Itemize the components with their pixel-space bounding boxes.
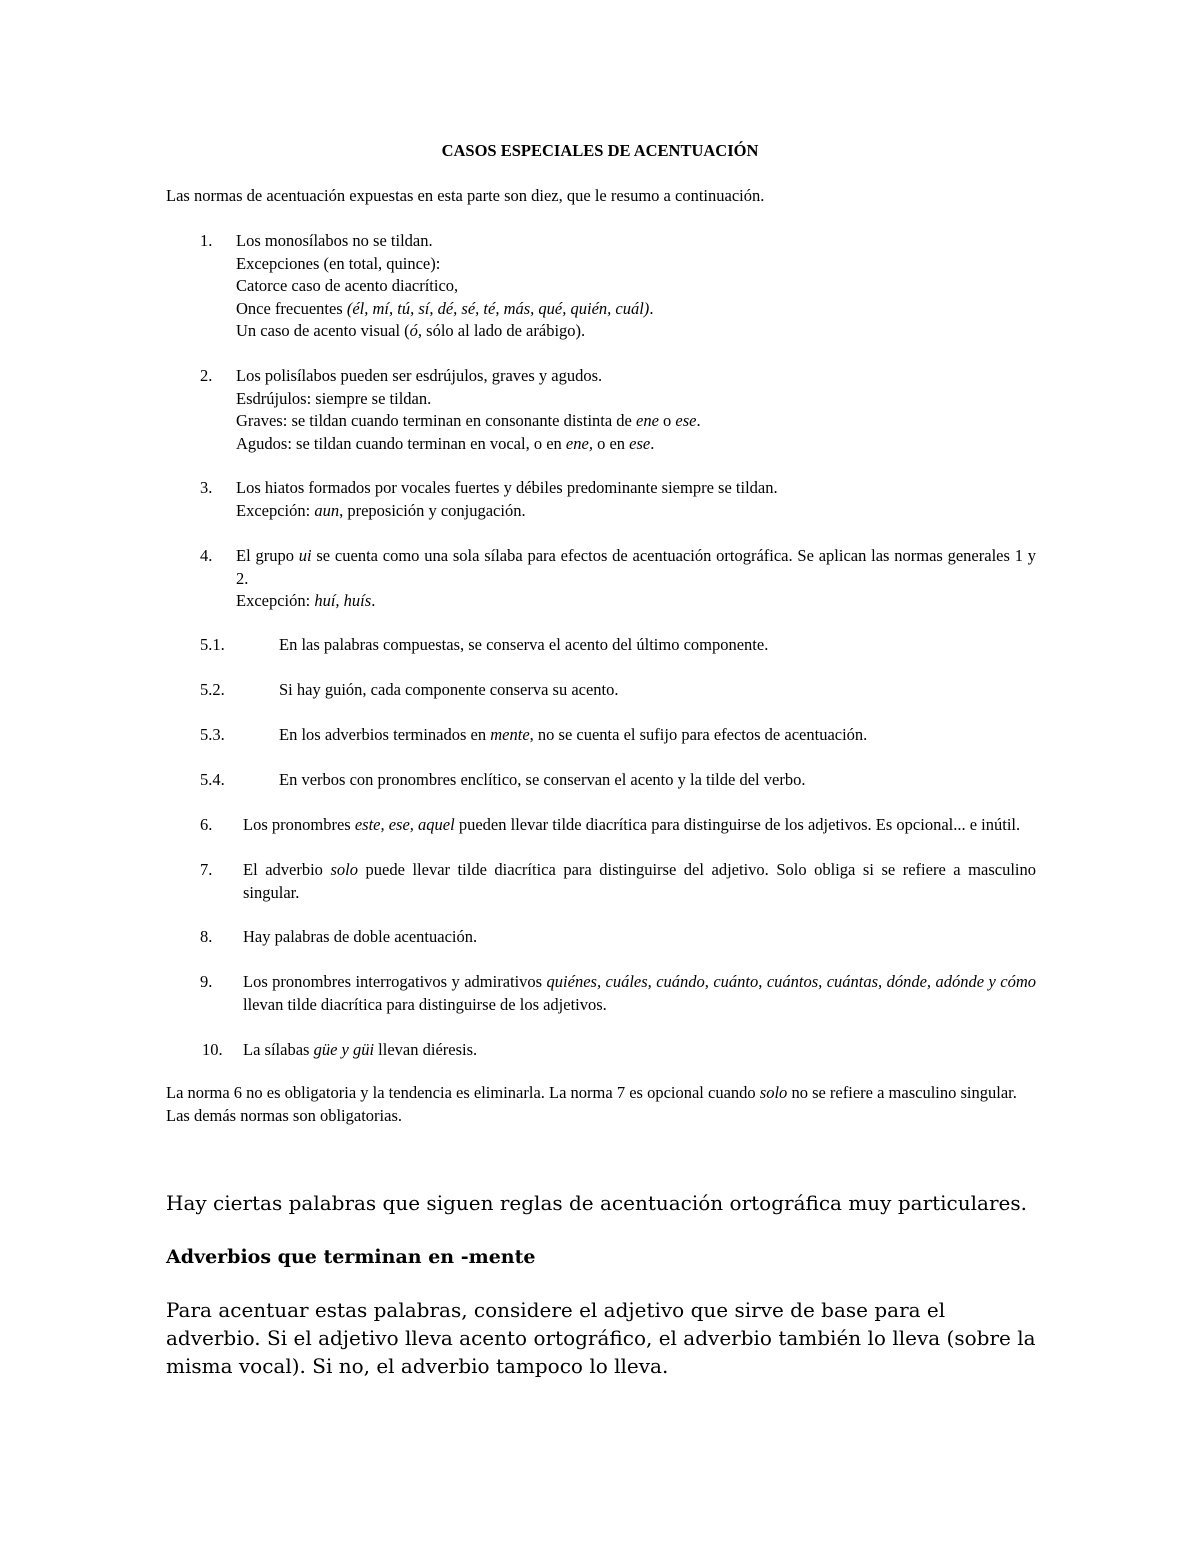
list-number: 8.: [200, 927, 213, 946]
section-heading: Adverbios que terminan en -mente: [166, 1246, 536, 1268]
list-item-body: [236, 230, 1036, 343]
closing-paragraph: La norma 6 no es obligatoria y la tendencia es eliminarla. La norma 7 es opcional cuando solo no se refiere a masculino singular. Las demás normas son obligatorias.: [166, 1083, 1017, 1125]
list-line: Los polisílabos pueden ser esdrújulos, graves y agudos.: [236, 366, 603, 385]
list-line: Excepciones (en total, quince):: [236, 253, 441, 273]
list-line: Un caso de acento visual (ó, sólo al lado de arábigo).: [236, 321, 586, 340]
list-number: 4.: [200, 546, 213, 565]
list-line: Los hiatos formados por vocales fuertes y débiles predominante siempre se tildan.: [236, 478, 778, 497]
list-item-body: [236, 477, 1036, 522]
list-line: Los monosílabos no se tildan.: [236, 231, 433, 250]
list-item-body: El adverbio solo puede llevar tilde diacrítica para distinguirse del adjetivo. Solo obliga si se refiere a masculino singular.: [243, 860, 1036, 902]
list-line: Catorce caso de acento diacrítico,: [236, 276, 459, 295]
list-line: Esdrújulos: siempre se tildan.: [236, 388, 432, 408]
list-line: El grupo ui se cuenta como una sola sílaba para efectos de acentuación ortográfica. Se aplican las normas generales 1 y 2.: [236, 546, 1036, 588]
list-item-body: [236, 365, 1036, 455]
list-line: Excepción: huí, huís.: [236, 591, 376, 610]
list-number: 3.: [200, 478, 213, 497]
list-item-body: [236, 545, 1036, 613]
page-title: CASOS ESPECIALES DE ACENTUACIÓN: [441, 141, 759, 160]
list-number: 9.: [200, 972, 213, 991]
list-item-body: Los pronombres este, ese, aquel pueden llevar tilde diacrítica para distinguirse de los adjetivos. Es opcional... e inútil.: [243, 815, 1021, 834]
list-item-body: La sílabas güe y güi llevan diéresis.: [243, 1040, 478, 1059]
list-item-body: Hay palabras de doble acentuación.: [243, 927, 478, 946]
list-number: 1.: [200, 231, 213, 250]
list-item-body: En las palabras compuestas, se conserva el acento del último componente.: [279, 635, 769, 654]
list-item-body: En los adverbios terminados en mente, no se cuenta el sufijo para efectos de acentuación.: [279, 725, 868, 744]
list-line: Once frecuentes (él, mí, tú, sí, dé, sé, té, más, qué, quién, cuál).: [236, 298, 654, 318]
section-paragraph: Para acentuar estas palabras, considere el adjetivo que sirve de base para el adverbio. Si el adjetivo lleva acento ortográfico, el adverbio también lo lleva (sobre la misma vocal). Si no, el adverbio tampoco lo lleva.: [166, 1298, 1036, 1378]
list-number: 6.: [200, 815, 213, 834]
list-number: 5.3.: [200, 725, 225, 744]
list-number: 10.: [202, 1040, 223, 1059]
list-item-body: Si hay guión, cada componente conserva su acento.: [279, 680, 619, 699]
list-number: 5.1.: [200, 635, 225, 654]
list-number: 5.4.: [200, 770, 225, 789]
list-line: Excepción: aun, preposición y conjugación.: [236, 500, 526, 520]
list-line: Agudos: se tildan cuando terminan en vocal, o en ene, o en ese.: [236, 433, 655, 453]
list-number: 7.: [200, 860, 213, 879]
list-item-body: Los pronombres interrogativos y admirativos quiénes, cuáles, cuándo, cuánto, cuántos, cuántas, dónde, adónde y cómo llevan tilde diacrítica para distinguirse de los adjetivos.: [243, 972, 1036, 1014]
list-item-body: En verbos con pronombres enclítico, se conservan el acento y la tilde del verbo.: [279, 770, 806, 789]
list-number: 5.2.: [200, 680, 225, 699]
section-lead: Hay ciertas palabras que siguen reglas de acentuación ortográfica muy particulares.: [166, 1191, 1027, 1215]
intro-paragraph: Las normas de acentuación expuestas en esta parte son diez, que le resumo a continuación.: [166, 186, 765, 205]
list-number: 2.: [200, 366, 213, 385]
list-line: Graves: se tildan cuando terminan en consonante distinta de ene o ese.: [236, 411, 701, 430]
